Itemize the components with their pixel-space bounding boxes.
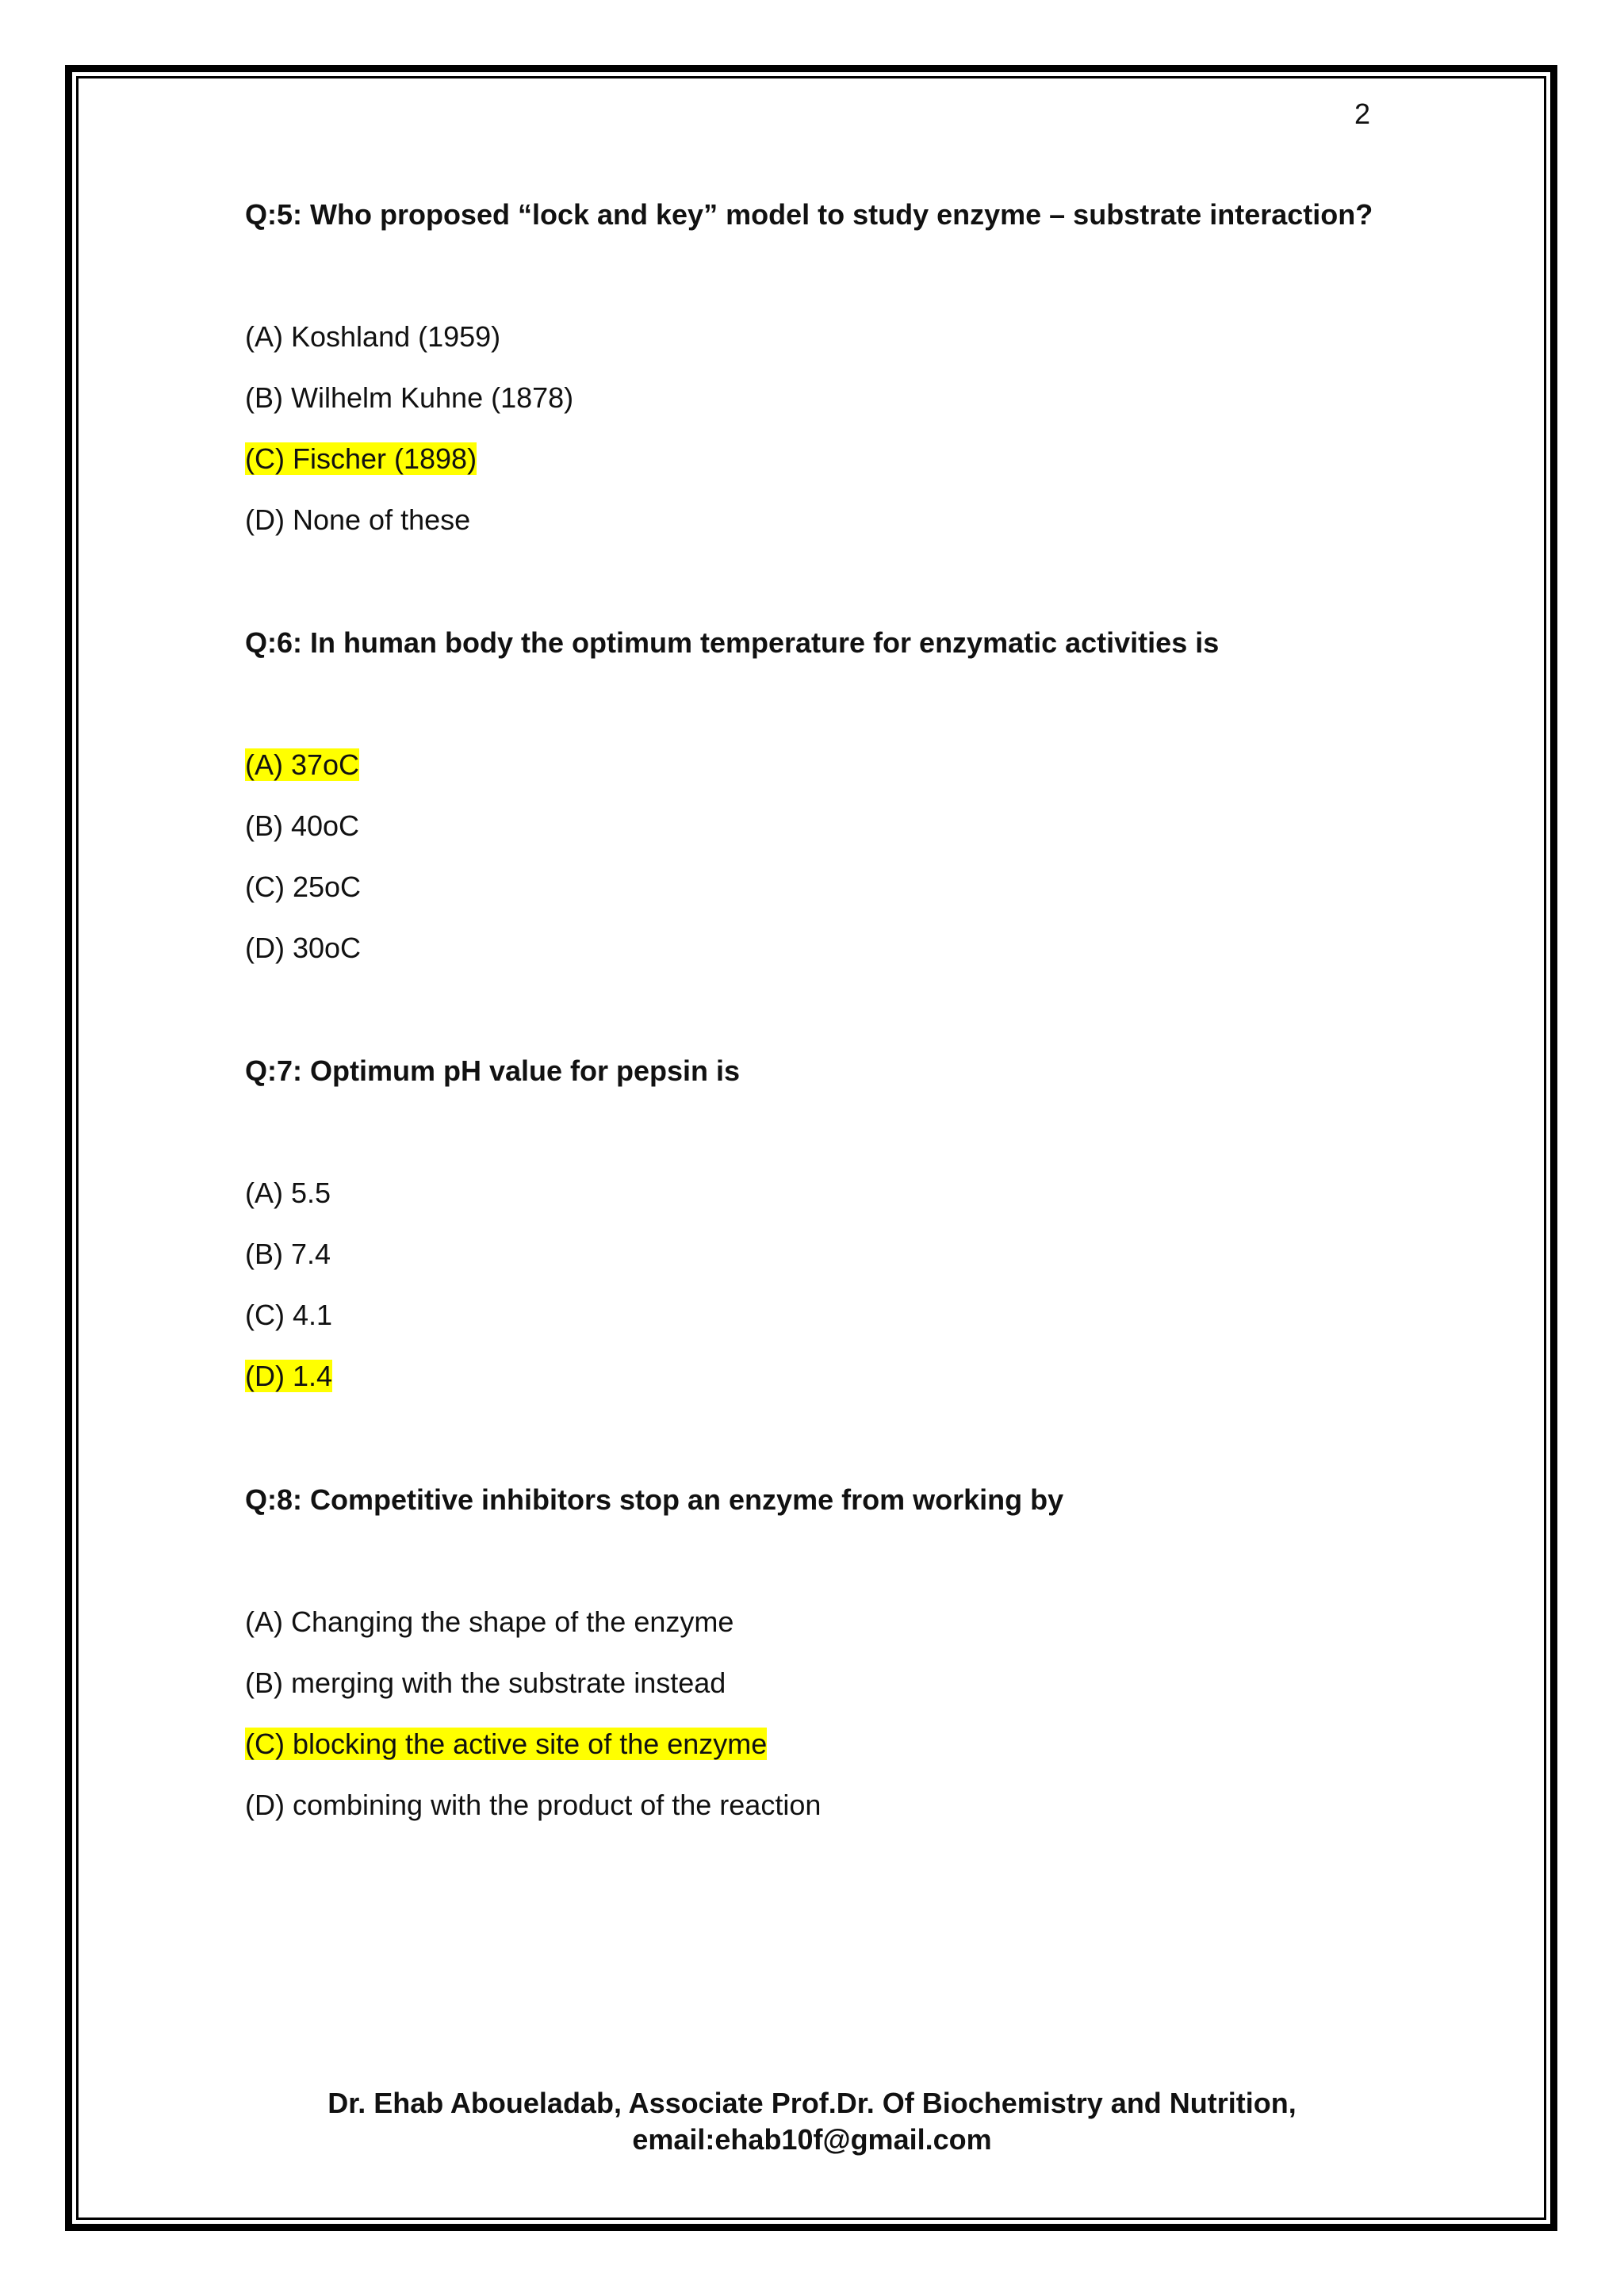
question-6-option-c: (C) 25oC	[245, 871, 362, 903]
question-7-option-d	[245, 1357, 332, 1396]
answer-highlight: (D) 1.4	[245, 1360, 333, 1392]
question-5-option-c	[245, 439, 477, 479]
question-5-option-d: (D) None of these	[245, 503, 471, 536]
question-7-option-a: (A) 5.5	[245, 1177, 331, 1209]
answer-highlight: (C) blocking the active site of the enzyme	[245, 1728, 768, 1760]
question-6-option-a	[245, 745, 359, 785]
footer-email: email:ehab10f@gmail.com	[632, 2123, 992, 2156]
question-5-option-b: (B) Wilhelm Kuhne (1878)	[245, 381, 574, 414]
answer-highlight: (A) 37oC	[245, 748, 360, 781]
footer	[0, 2085, 1624, 2158]
question-7-option-b: (B) 7.4	[245, 1238, 331, 1270]
question-6-text: Q:6: In human body the optimum temperature for enzymatic activities is	[245, 626, 1220, 659]
question-7-option-c: (C) 4.1	[245, 1299, 333, 1331]
answer-highlight: (C) Fischer (1898)	[245, 442, 477, 475]
footer-author: Dr. Ehab Aboueladab, Associate Prof.Dr. Of Biochemistry and Nutrition,	[327, 2087, 1297, 2119]
question-8-option-d: (D) combining with the product of the reaction	[245, 1789, 822, 1821]
question-6-option-d: (D) 30oC	[245, 932, 362, 964]
question-8-option-b: (B) merging with the substrate instead	[245, 1667, 726, 1699]
page-number: 2	[1354, 98, 1371, 130]
question-8-text: Q:8: Competitive inhibitors stop an enzyme from working by	[245, 1483, 1064, 1516]
question-5-option-a: (A) Koshland (1959)	[245, 320, 501, 353]
question-8-option-c	[245, 1724, 767, 1764]
question-7-text: Q:7: Optimum pH value for pepsin is	[245, 1054, 741, 1087]
question-6-option-b: (B) 40oC	[245, 809, 360, 842]
question-8-option-a: (A) Changing the shape of the enzyme	[245, 1605, 734, 1638]
question-5-text: Q:5: Who proposed “lock and key” model to study enzyme – substrate interaction?	[245, 198, 1373, 231]
